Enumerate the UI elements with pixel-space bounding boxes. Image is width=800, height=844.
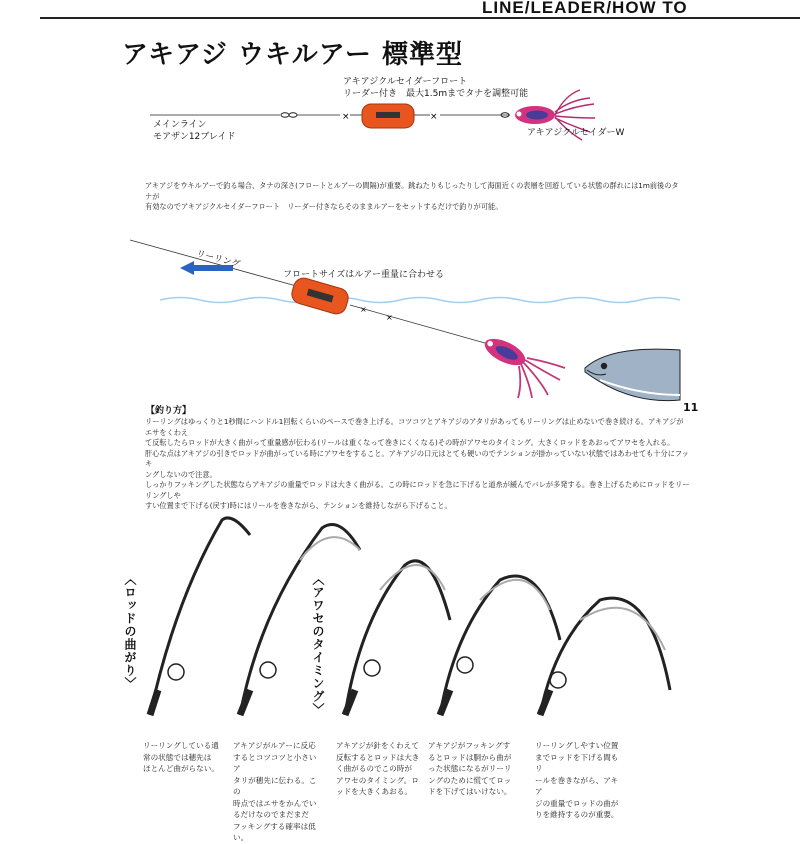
- caption-2: アキアジがルアーに反応 するとコツコツと小さいア タリが穂先に伝わる。この 時点ではエサをかんでい るだけなのでまだまだ フッキングする確率は低い。: [233, 741, 317, 842]
- rod-1: [150, 518, 250, 715]
- hook-timing-label: 〈アワセのタイミング〉: [311, 573, 325, 716]
- rod-2: [240, 524, 360, 715]
- howto-line: しっかりフッキングした状態ならアキアジの重量でロッドは大きく曲がる。この時にロッドを急に下げると道糸が緩んでバレが多発する。巻き上げるためにロッドをリーリングしや: [145, 480, 690, 500]
- float-size-note: フロートサイズはルアー重量に合わせる: [283, 270, 445, 280]
- main-line-label1: メインライン: [153, 120, 207, 130]
- caption-4: アキアジがフッキングす るとロッドは胴から曲が った状態になるがリーリ ングのために慌ててロッ ドを下げてはいけない。: [428, 741, 512, 796]
- swivel-icon: [281, 113, 297, 117]
- float-label-line1: アキアジクルセイダーフロート: [343, 77, 468, 87]
- reel-icon: [550, 672, 566, 688]
- rod-4: [440, 576, 560, 715]
- rod-illustrations: [150, 518, 670, 715]
- page-title: アキアジ ウキルアー 標準型: [122, 40, 463, 70]
- page-number: 11: [683, 401, 699, 414]
- rod-bend-label: 〈ロッドの曲がり〉: [123, 573, 137, 690]
- reel-icon: [457, 657, 473, 673]
- intro-line: アキアジをウキルアーで釣る場合、タナの深さ(フロートとルアーの間隔)が重要。跳ねたりもじったりして海面近くの表層を回遊している状態の群れには1m前後のタナが: [145, 181, 679, 201]
- rod-3: [345, 561, 450, 715]
- reeling-label: リーリング: [195, 248, 242, 271]
- reel-icon: [168, 664, 184, 680]
- caption-5: リーリングしやすい位置 までロッドを下げる間もリ ールを巻きながら、アキア ジの重量でロッドの曲が りを維持するのが重要。: [535, 741, 619, 819]
- intro-paragraph: [145, 181, 685, 213]
- section-header: LINE/LEADER/HOW TO: [482, 0, 688, 17]
- lure-label: アキアジクルセイダーW: [527, 128, 625, 138]
- caption-1: リーリングしている通 常の状態では穂先は ほとんど曲がらない。: [143, 741, 219, 773]
- howto-line: て反転したらロッドが大きく曲がって重量感が伝わる(リールは重くなって巻きにくくなる)その時がアワセのタイミング。大きくロッドをあおってアワセを入れる。: [145, 438, 675, 447]
- intro-line: 有効なのでアキアジクルセイダーフロート リーダー付きならそのままルアーをセットするだけで釣りが可能。: [145, 202, 503, 211]
- float-icon: [290, 276, 351, 316]
- svg-text:×: ×: [342, 112, 350, 122]
- rod-5: [540, 598, 670, 715]
- howto-line: ングしないので注意。: [145, 469, 217, 479]
- caption-3: アキアジが針をくわえて 反転するとロッドは大き く曲がるのでこの時が アワセのタイミング。ロ ッドを大きくあおる。: [336, 741, 420, 796]
- svg-text:×: ×: [430, 112, 438, 122]
- main-line-label2: モアザン12ブレイド: [153, 132, 236, 142]
- water-surface: [160, 298, 680, 303]
- svg-text:×: ×: [386, 313, 393, 322]
- salmon-icon: [585, 349, 680, 401]
- howto-line: すい位置まで下げる(戻す)時にはリールを巻きながら、テンションを維持しながら下げること。: [145, 501, 452, 510]
- float-label-line2: リーダー付き 最大1.5mまでタナを調整可能: [343, 89, 529, 99]
- howto-line: リーリングはゆっくりと1秒間にハンドル1回転くらいのペースで巻き上げる。コツコツとアキアジのアタリがあってもリーリングは止めないで巻き続ける。アキアジがエサをくわえ: [145, 417, 684, 437]
- svg-text:×: ×: [360, 305, 367, 314]
- section-heading: 【釣り方】: [146, 406, 192, 416]
- reel-icon: [364, 660, 380, 676]
- squid-skirt-icon: [518, 358, 565, 398]
- float-icon: [362, 104, 414, 128]
- reel-icon: [260, 662, 276, 678]
- howto-line: 肝心な点はアキアジの引きでロッドが曲がっている時にアワセをすること。アキアジの口元はとても硬いのでテンションが掛かっていない状態ではあわせても十分にフッキ: [145, 448, 689, 468]
- howto-paragraph: [145, 417, 690, 512]
